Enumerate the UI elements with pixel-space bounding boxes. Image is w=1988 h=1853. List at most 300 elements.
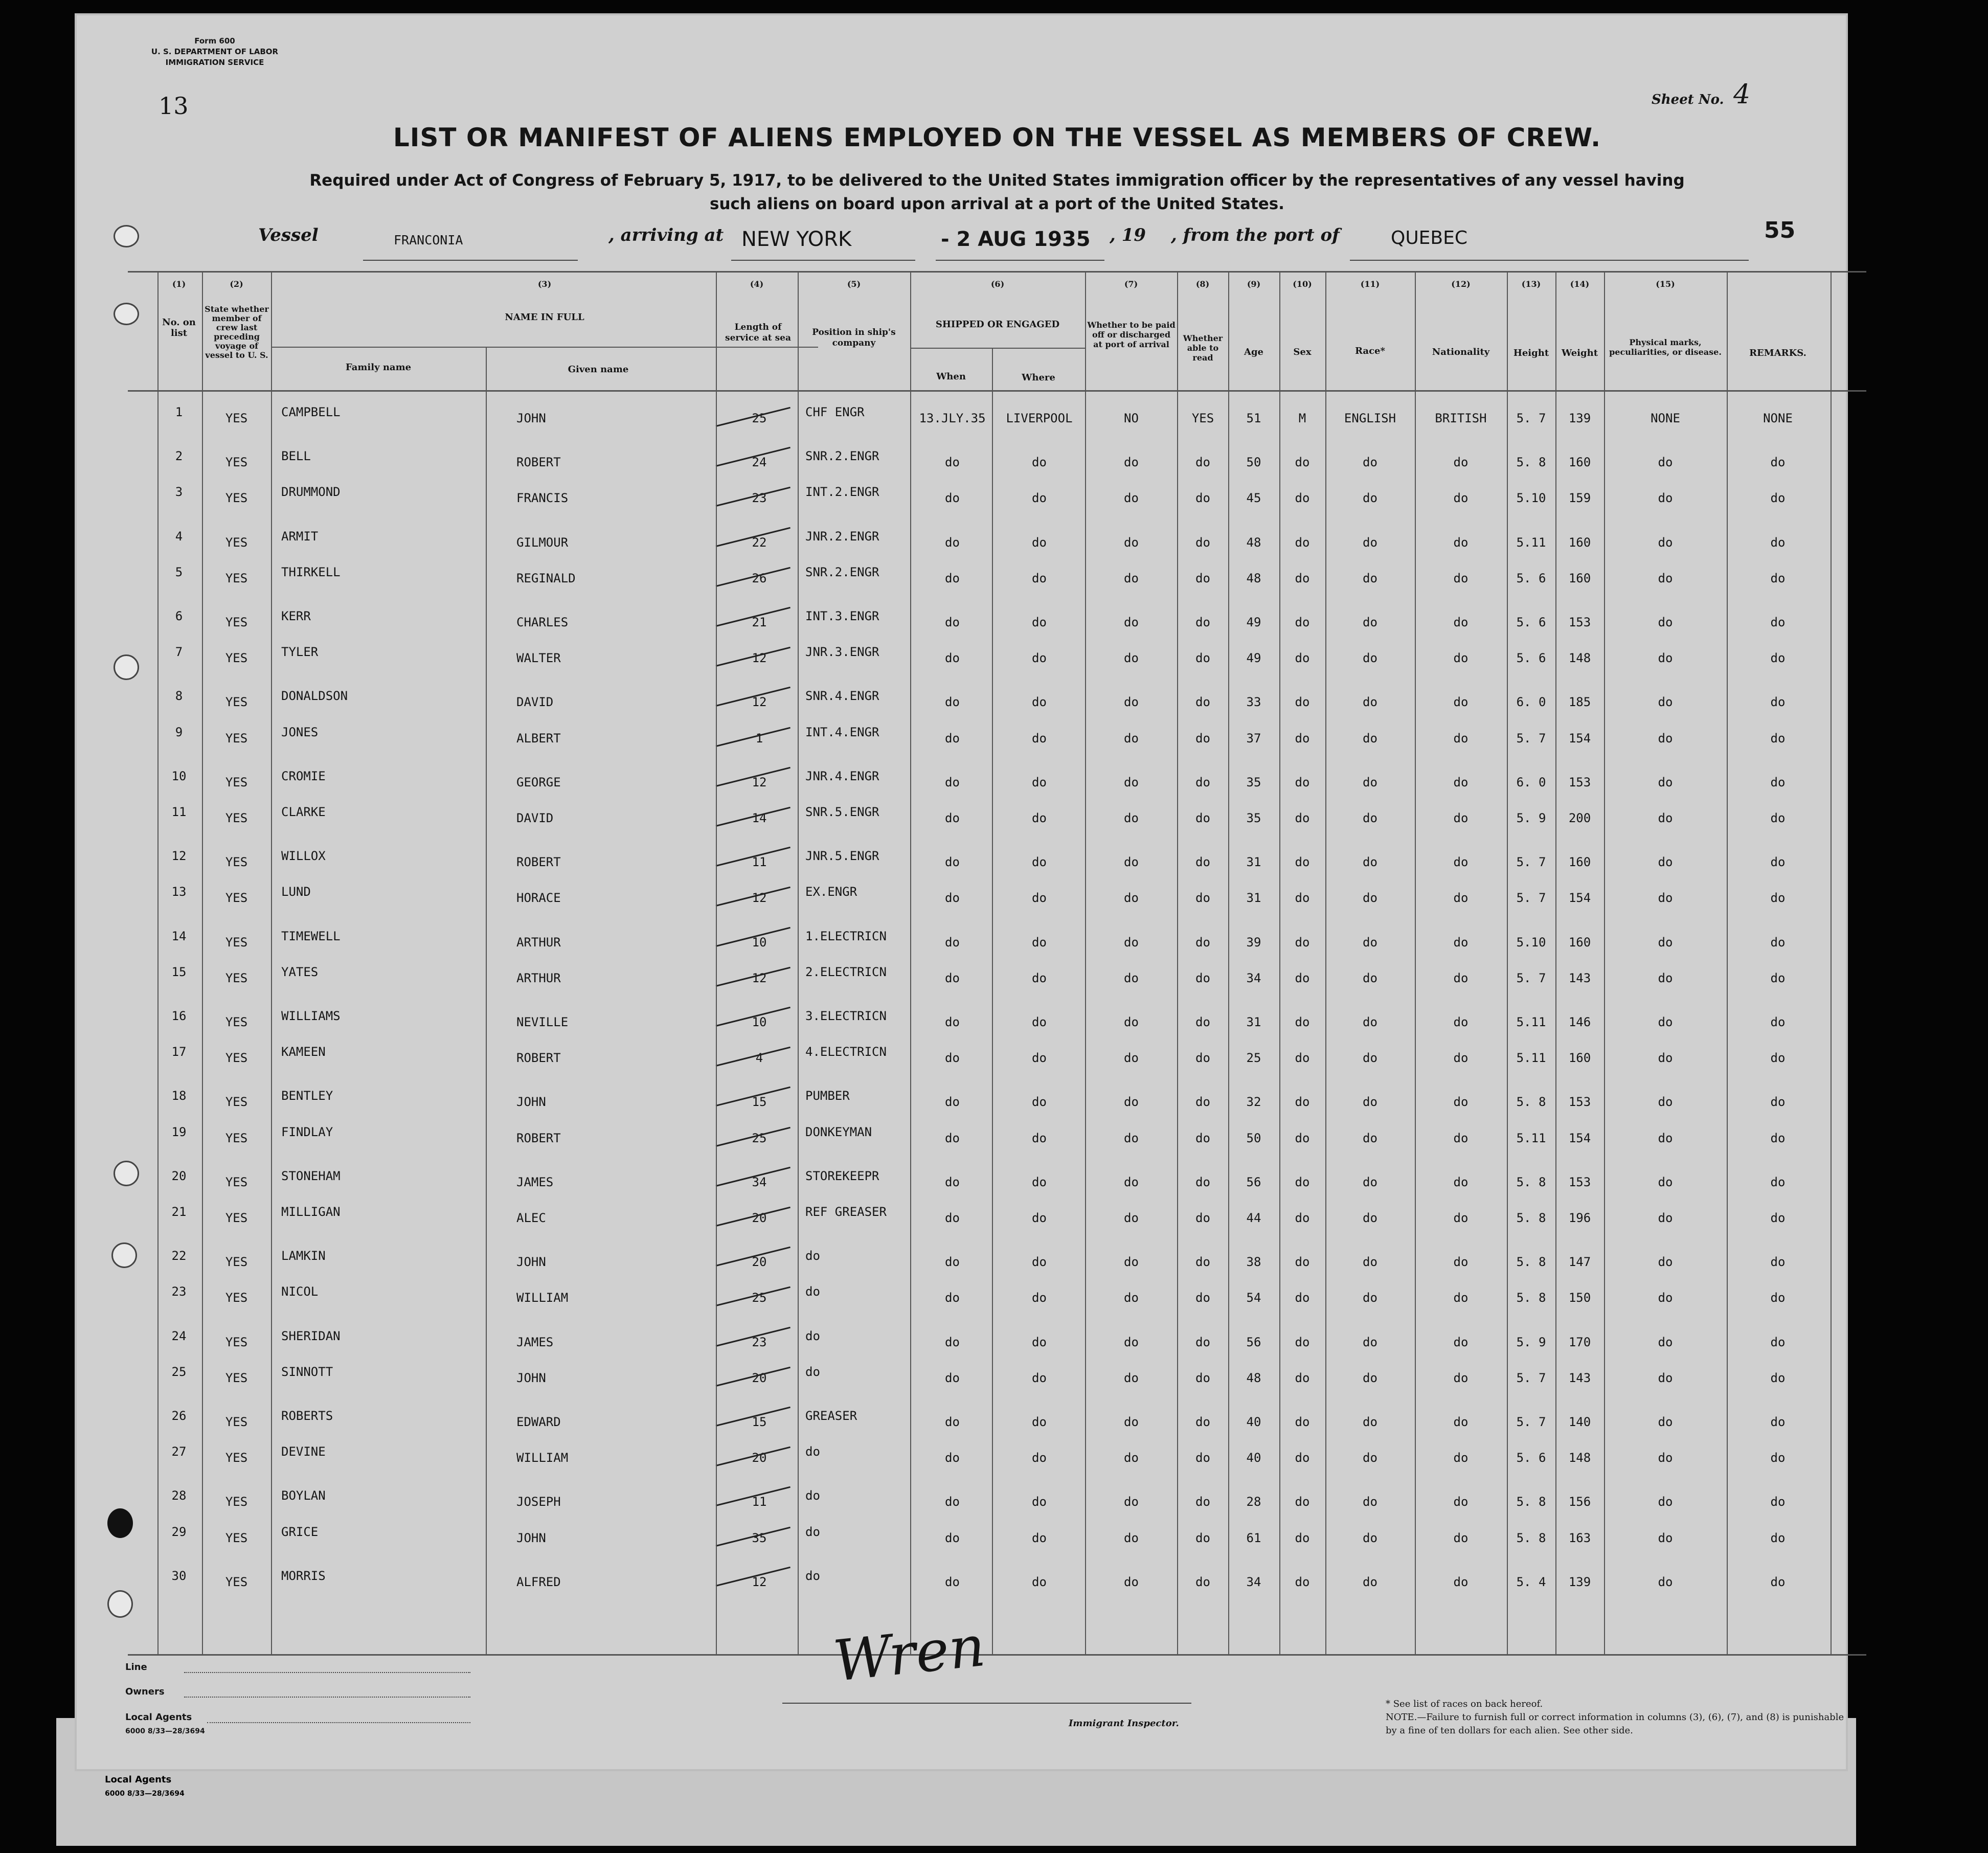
cell-race: do [1363,615,1377,629]
punch-hole [114,225,139,247]
cell-weight: 140 [1568,1415,1591,1429]
cell-state: YES [225,731,248,745]
cell-remarks: do [1770,695,1786,710]
cell-physical-marks: do [1658,1131,1673,1145]
cell-given-name: ARTHUR [516,935,561,950]
cell-race: do [1363,695,1377,710]
cell-where: do [1032,651,1047,666]
cell-age: 37 [1246,731,1261,745]
cell-family-name: CLARKE [281,805,326,819]
cell-paid-off: do [1124,935,1139,950]
cell-sex: do [1295,491,1310,506]
cell-service-length: 12 [752,775,767,789]
cell-race: do [1363,855,1377,870]
col-num-6: (6) [990,279,1005,289]
cell-weight: 160 [1568,535,1591,550]
cell-no: 22 [171,1249,187,1263]
cell-paid-off: do [1124,1174,1139,1189]
cell-where: do [1032,1495,1047,1509]
cell-remarks: do [1770,1255,1786,1270]
cell-no: 23 [171,1284,187,1299]
cell-able-read: do [1195,811,1210,825]
handwritten-form-mark: 13 [159,92,189,120]
cell-state: YES [225,411,248,425]
cell-no: 4 [175,529,183,544]
col-num-4: (4) [750,279,764,289]
cell-remarks: do [1770,1211,1786,1225]
footer-notes [1386,1698,1846,1737]
cell-paid-off: do [1124,1131,1139,1145]
col-header-read: Whether able to read [1183,333,1223,363]
cell-state: YES [225,1335,248,1349]
cell-service-length: 20 [752,1451,767,1465]
cell-position: INT.2.ENGR [805,485,879,500]
form-header [138,36,291,68]
cell-age: 38 [1246,1255,1261,1270]
department-name: U. S. DEPARTMENT OF LABOR [151,47,279,56]
cell-remarks: do [1770,891,1786,906]
cell-paid-off: do [1124,1530,1139,1545]
column-rule [1325,271,1326,1654]
cell-sex: do [1295,855,1310,870]
cell-sex: do [1295,1095,1310,1110]
cell-when: do [945,1255,960,1270]
cell-physical-marks: do [1658,1255,1673,1270]
cell-where: do [1032,571,1047,585]
cell-nationality: do [1453,1530,1469,1545]
cell-race: do [1363,1291,1377,1305]
cell-service-length: 11 [752,855,767,870]
cell-service-length: 15 [752,1095,767,1110]
cell-when: do [945,1574,960,1589]
cell-remarks: do [1770,935,1786,950]
cell-weight: 139 [1568,1574,1591,1589]
cell-no: 3 [175,485,183,500]
cell-remarks: do [1770,811,1786,825]
cell-remarks: do [1770,615,1786,629]
inspector-label: Immigrant Inspector. [1069,1718,1179,1729]
cell-given-name: ALBERT [516,731,561,745]
cell-position: JNR.5.ENGR [805,849,879,864]
cell-nationality: BRITISH [1435,411,1487,425]
cell-family-name: ARMIT [281,529,319,544]
cell-no: 24 [171,1328,187,1343]
cell-paid-off: do [1124,571,1139,585]
cell-height: 5. 8 [1516,1095,1546,1110]
cell-position: DONKEYMAN [805,1124,872,1139]
cell-no: 1 [175,405,183,419]
cell-able-read: do [1195,1255,1210,1270]
table-row [128,1125,1866,1165]
cell-position: JNR.3.ENGR [805,645,879,660]
cell-physical-marks: do [1658,535,1673,550]
cell-able-read: do [1195,775,1210,789]
cell-age: 25 [1246,1051,1261,1066]
cell-weight: 170 [1568,1335,1591,1349]
cell-sex: do [1295,1131,1310,1145]
cell-able-read: do [1195,1291,1210,1305]
cell-physical-marks: do [1658,1415,1673,1429]
cell-weight: 150 [1568,1291,1591,1305]
cell-family-name: CAMPBELL [281,405,341,419]
cell-able-read: do [1195,695,1210,710]
cell-height: 5. 9 [1516,1335,1546,1349]
cell-able-read: do [1195,1530,1210,1545]
cell-race: do [1363,970,1377,985]
cell-service-length: 20 [752,1370,767,1385]
column-rule [1279,271,1280,1654]
cell-sex: do [1295,731,1310,745]
cell-physical-marks: do [1658,615,1673,629]
cell-service-length: 34 [752,1174,767,1189]
table-row [128,845,1866,885]
cell-able-read: do [1195,1015,1210,1029]
cell-age: 51 [1246,411,1261,425]
cell-height: 5.11 [1516,535,1546,550]
cell-state: YES [225,855,248,870]
cell-weight: 143 [1568,1370,1591,1385]
cell-height: 5.11 [1516,1051,1546,1066]
cell-sex: do [1295,651,1310,666]
cell-age: 61 [1246,1530,1261,1545]
cell-weight: 156 [1568,1495,1591,1509]
from-port: QUEBEC [1391,228,1468,248]
cell-weight: 196 [1568,1211,1591,1225]
cell-given-name: JOHN [516,1255,546,1270]
cell-position: INT.4.ENGR [805,725,879,739]
cell-where: do [1032,695,1047,710]
cell-when: do [945,970,960,985]
cell-race: do [1363,811,1377,825]
cell-weight: 153 [1568,1174,1591,1189]
cell-position: SNR.5.ENGR [805,805,879,819]
cell-family-name: LUND [281,885,311,899]
cell-age: 32 [1246,1095,1261,1110]
cell-nationality: do [1453,891,1469,906]
header-bottom-rule [128,390,1866,392]
cell-where: do [1032,1211,1047,1225]
cell-where: do [1032,891,1047,906]
table-row [128,1525,1866,1565]
cell-paid-off: do [1124,1015,1139,1029]
cell-nationality: do [1453,535,1469,550]
cell-sex: do [1295,935,1310,950]
col-header-state: State whether member of crew last preceding voyage of vessel to U. S. [205,304,269,360]
cell-age: 40 [1246,1451,1261,1465]
cell-physical-marks: do [1658,1530,1673,1545]
cell-nationality: do [1453,1291,1469,1305]
cell-age: 35 [1246,775,1261,789]
column-rule [271,271,272,1654]
cell-state: YES [225,491,248,506]
cell-age: 48 [1246,571,1261,585]
cell-service-length: 23 [752,1335,767,1349]
page-subtitle: Required under Act of Congress of February 5, 1917, to be delivered to the United States immigration officer by the representatives of any vessel having such aliens on board upon arrival at a port of the United States. [309,171,1685,213]
cell-sex: do [1295,1370,1310,1385]
cell-service-length: 21 [752,615,767,629]
cell-weight: 159 [1568,491,1591,506]
cell-no: 25 [171,1364,187,1379]
cell-given-name: FRANCIS [516,491,569,506]
cell-no: 9 [175,725,183,739]
footer-code-2: 6000 8/33—28/3694 [105,1790,185,1798]
cell-given-name: ROBERT [516,855,561,870]
cell-weight: 147 [1568,1255,1591,1270]
cell-able-read: do [1195,1174,1210,1189]
cell-age: 44 [1246,1211,1261,1225]
cell-sex: do [1295,1255,1310,1270]
cell-able-read: do [1195,891,1210,906]
cell-able-read: do [1195,491,1210,506]
cell-given-name: WILLIAM [516,1451,569,1465]
footer-owners-label: Owners [125,1686,165,1697]
table-row [128,965,1866,1005]
cell-where: do [1032,775,1047,789]
cell-race: do [1363,935,1377,950]
cell-position: STOREKEEPR [805,1168,879,1183]
cell-physical-marks: do [1658,1211,1673,1225]
table-row [128,1165,1866,1205]
cell-family-name: BELL [281,449,311,464]
cell-nationality: do [1453,935,1469,950]
cell-physical-marks: do [1658,1335,1673,1349]
column-rule [1415,271,1416,1654]
cell-paid-off: do [1124,731,1139,745]
cell-race: ENGLISH [1344,411,1396,425]
cell-when: do [945,615,960,629]
cell-sex: M [1298,411,1306,425]
cell-height: 5.11 [1516,1015,1546,1029]
cell-family-name: YATES [281,964,319,979]
column-rule [798,271,799,1654]
cell-height: 5. 7 [1516,1415,1546,1429]
cell-paid-off: do [1124,855,1139,870]
cell-weight: 200 [1568,811,1591,825]
table-row [128,1284,1866,1324]
cell-able-read: do [1195,935,1210,950]
table-row [128,1325,1866,1365]
table-row [128,1084,1866,1124]
cell-age: 35 [1246,811,1261,825]
service-name: IMMIGRATION SERVICE [165,58,264,67]
cell-state: YES [225,1131,248,1145]
cell-sex: do [1295,1335,1310,1349]
cell-service-length: 35 [752,1530,767,1545]
cell-sex: do [1295,535,1310,550]
table-row [128,1444,1866,1484]
cell-age: 50 [1246,1131,1261,1145]
cell-nationality: do [1453,455,1469,470]
cell-sex: do [1295,455,1310,470]
manifest-sheet [77,15,1846,1769]
cell-race: do [1363,1451,1377,1465]
cell-able-read: do [1195,651,1210,666]
column-rule [1727,271,1728,1654]
cell-remarks: do [1770,1370,1786,1385]
cell-state: YES [225,1291,248,1305]
cell-nationality: do [1453,855,1469,870]
cell-height: 5. 4 [1516,1574,1546,1589]
cell-given-name: ALEC [516,1211,546,1225]
cell-where: do [1032,1370,1047,1385]
cell-able-read: do [1195,1211,1210,1225]
cell-physical-marks: do [1658,1451,1673,1465]
cell-physical-marks: do [1658,1015,1673,1029]
page-number: 55 [1764,217,1796,243]
cell-family-name: BOYLAN [281,1488,326,1503]
cell-age: 31 [1246,855,1261,870]
cell-state: YES [225,1495,248,1509]
cell-weight: 148 [1568,1451,1591,1465]
cell-family-name: KAMEEN [281,1045,326,1059]
cell-paid-off: do [1124,1451,1139,1465]
col-num-11: (11) [1360,279,1380,289]
cell-state: YES [225,1174,248,1189]
col-header-nationality: Nationality [1432,347,1490,357]
cell-able-read: do [1195,1495,1210,1509]
cell-given-name: GEORGE [516,775,561,789]
cell-weight: 160 [1568,455,1591,470]
year-label: , 19 [1110,225,1146,245]
cell-race: do [1363,1051,1377,1066]
col-num-12: (12) [1451,279,1471,289]
cell-paid-off: do [1124,615,1139,629]
signature-rule [782,1703,1191,1704]
cell-age: 45 [1246,491,1261,506]
cell-able-read: do [1195,571,1210,585]
footer-agents-dots [207,1722,470,1723]
table-row [128,805,1866,845]
table-row [128,485,1866,525]
cell-remarks: do [1770,855,1786,870]
cell-able-read: do [1195,615,1210,629]
column-rule [1604,271,1605,1654]
cell-family-name: BENTLEY [281,1089,333,1103]
cell-position: do [805,1444,820,1459]
cell-service-length: 26 [752,571,767,585]
col-num-15: (15) [1656,279,1675,289]
cell-nationality: do [1453,1051,1469,1066]
cell-family-name: SHERIDAN [281,1328,341,1343]
cell-position: INT.3.ENGR [805,609,879,623]
cell-position: 3.ELECTRICN [805,1009,887,1023]
cell-nationality: do [1453,1495,1469,1509]
cell-paid-off: do [1124,1051,1139,1066]
cell-age: 50 [1246,455,1261,470]
cell-sex: do [1295,1415,1310,1429]
cell-nationality: do [1453,1451,1469,1465]
cell-family-name: FINDLAY [281,1124,333,1139]
cell-age: 48 [1246,1370,1261,1385]
cell-given-name: NEVILLE [516,1015,569,1029]
cell-family-name: MILLIGAN [281,1205,341,1219]
cell-able-read: do [1195,1095,1210,1110]
cell-remarks: do [1770,1495,1786,1509]
cell-given-name: ROBERT [516,1131,561,1145]
cell-height: 5. 7 [1516,855,1546,870]
col-num-13: (13) [1521,279,1541,289]
cell-when: do [945,695,960,710]
cell-state: YES [225,1095,248,1110]
col-header-position: Position in ship's company [812,327,896,348]
cell-age: 34 [1246,970,1261,985]
crew-table [128,271,1866,1652]
cell-family-name: NICOL [281,1284,319,1299]
cell-paid-off: do [1124,1335,1139,1349]
cell-no: 7 [175,645,183,660]
cell-height: 5. 7 [1516,731,1546,745]
cell-race: do [1363,1211,1377,1225]
cell-family-name: ROBERTS [281,1409,333,1423]
cell-when: do [945,651,960,666]
cell-able-read: do [1195,970,1210,985]
cell-race: do [1363,731,1377,745]
cell-no: 11 [171,805,187,819]
cell-race: do [1363,455,1377,470]
cell-race: do [1363,1095,1377,1110]
cell-state: YES [225,1255,248,1270]
cell-given-name: ROBERT [516,455,561,470]
from-port-rule [1350,260,1749,261]
col-num-7: (7) [1124,279,1138,289]
penalty-note: NOTE.—Failure to furnish full or correct information in columns (3), (6), (7), and (8) is punishable by a fine of ten dollars for each alien. See other side. [1386,1712,1844,1736]
cell-physical-marks: NONE [1651,411,1680,425]
cell-able-read: do [1195,1051,1210,1066]
col-num-1: (1) [172,279,186,289]
footer-form-code: 6000 8/33—28/3694 [125,1727,205,1735]
cell-able-read: do [1195,1131,1210,1145]
footer-agents-label: Local Agents [125,1712,192,1723]
cell-nationality: do [1453,811,1469,825]
cell-physical-marks: do [1658,731,1673,745]
cell-family-name: DEVINE [281,1444,326,1459]
cell-remarks: do [1770,970,1786,985]
cell-race: do [1363,1255,1377,1270]
cell-race: do [1363,1415,1377,1429]
cell-where: LIVERPOOL [1006,411,1073,425]
cell-where: do [1032,615,1047,629]
cell-when: do [945,491,960,506]
col-header-paid-off: Whether to be paid off or discharged at port of arrival [1087,320,1176,349]
cell-paid-off: do [1124,1291,1139,1305]
cell-sex: do [1295,1211,1310,1225]
cell-remarks: NONE [1763,411,1793,425]
cell-remarks: do [1770,1291,1786,1305]
cell-nationality: do [1453,731,1469,745]
cell-race: do [1363,775,1377,789]
cell-remarks: do [1770,1451,1786,1465]
cell-nationality: do [1453,1574,1469,1589]
cell-able-read: do [1195,1370,1210,1385]
cell-no: 19 [171,1124,187,1139]
cell-weight: 185 [1568,695,1591,710]
column-rule [1555,271,1556,1654]
cell-height: 5. 7 [1516,411,1546,425]
table-row [128,1005,1866,1045]
cell-where: do [1032,1174,1047,1189]
cell-when: do [945,1451,960,1465]
cell-remarks: do [1770,1574,1786,1589]
cell-physical-marks: do [1658,695,1673,710]
cell-physical-marks: do [1658,1495,1673,1509]
cell-when: do [945,855,960,870]
cell-service-length: 12 [752,695,767,710]
cell-height: 5.10 [1516,935,1546,950]
cell-where: do [1032,1415,1047,1429]
cell-race: do [1363,891,1377,906]
cell-paid-off: do [1124,1495,1139,1509]
cell-able-read: do [1195,855,1210,870]
